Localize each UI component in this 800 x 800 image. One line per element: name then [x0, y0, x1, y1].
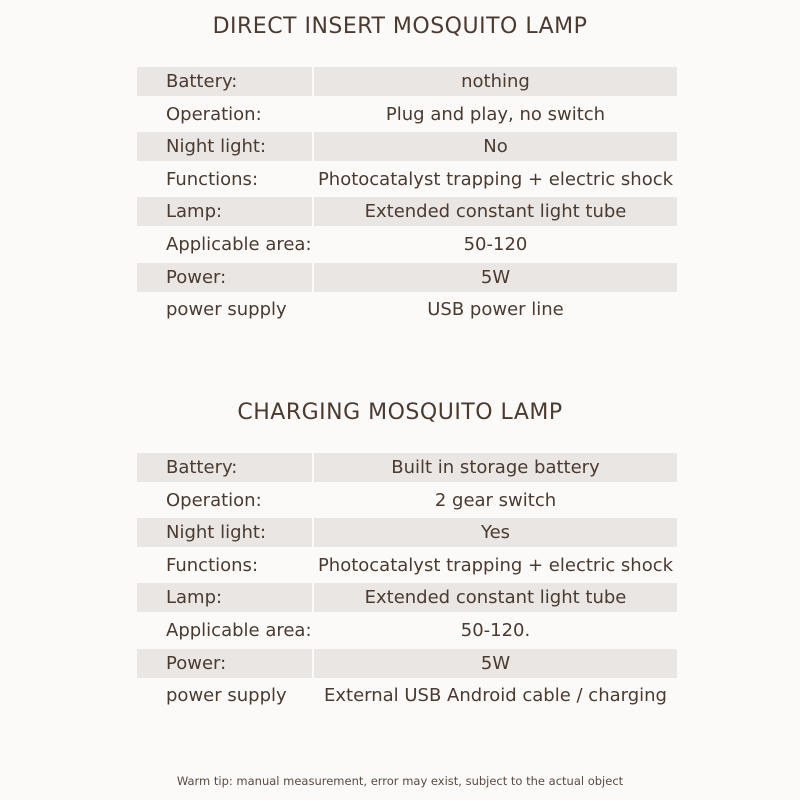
row-label: power supply	[166, 299, 287, 321]
row-value: 50-120	[463, 233, 528, 255]
row-label: Applicable area:	[166, 619, 312, 641]
table-row	[137, 131, 677, 164]
row-label: Power:	[166, 266, 227, 288]
table-row	[137, 550, 677, 583]
row-label: Battery:	[166, 71, 238, 92]
table-row	[137, 485, 677, 518]
row-label: Applicable area:	[166, 233, 312, 255]
footer-note: Warm tip: manual measurement, error may exist, subject to the actual object	[176, 774, 624, 788]
row-value: 5W	[480, 266, 511, 288]
row-value: No	[483, 136, 508, 158]
section-title: DIRECT INSERT MOSQUITO LAMP	[212, 14, 588, 39]
table-row	[137, 66, 677, 99]
row-value: Built in storage battery	[391, 457, 600, 478]
table-row	[137, 262, 677, 295]
table-row	[137, 517, 677, 550]
row-value: Extended constant light tube	[364, 587, 627, 609]
row-label: Lamp:	[166, 587, 223, 609]
row-value: USB power line	[427, 299, 564, 321]
table-row	[137, 615, 677, 648]
row-value: Photocatalyst trapping + electric shock	[317, 554, 674, 576]
row-label: Night light:	[166, 522, 267, 544]
row-label: Functions:	[166, 168, 259, 190]
row-label: Operation:	[166, 489, 262, 511]
row-label: Power:	[166, 652, 227, 674]
table-row	[137, 680, 677, 713]
table-row	[137, 99, 677, 132]
row-label: Lamp:	[166, 201, 223, 223]
section-title: CHARGING MOSQUITO LAMP	[237, 400, 563, 425]
row-value: Yes	[480, 522, 511, 544]
table-row	[137, 164, 677, 197]
row-label: Battery:	[166, 457, 238, 478]
row-value: 5W	[480, 652, 511, 674]
table-row	[137, 582, 677, 615]
table-row	[137, 196, 677, 229]
row-label: Functions:	[166, 554, 259, 576]
table-row	[137, 294, 677, 327]
row-label: power supply	[166, 685, 287, 707]
table-row	[137, 452, 677, 485]
spec-table	[137, 66, 677, 327]
row-value: Extended constant light tube	[364, 201, 627, 223]
row-value: External USB Android cable / charging	[323, 685, 667, 707]
spec-table	[137, 452, 677, 713]
row-value: nothing	[461, 71, 530, 92]
row-value: Plug and play, no switch	[385, 103, 606, 125]
row-label: Night light:	[166, 136, 267, 158]
row-label: Operation:	[166, 103, 262, 125]
row-value: 50-120.	[460, 619, 531, 641]
row-value: 2 gear switch	[434, 489, 557, 511]
row-value: Photocatalyst trapping + electric shock	[317, 168, 674, 190]
table-row	[137, 648, 677, 681]
table-row	[137, 229, 677, 262]
